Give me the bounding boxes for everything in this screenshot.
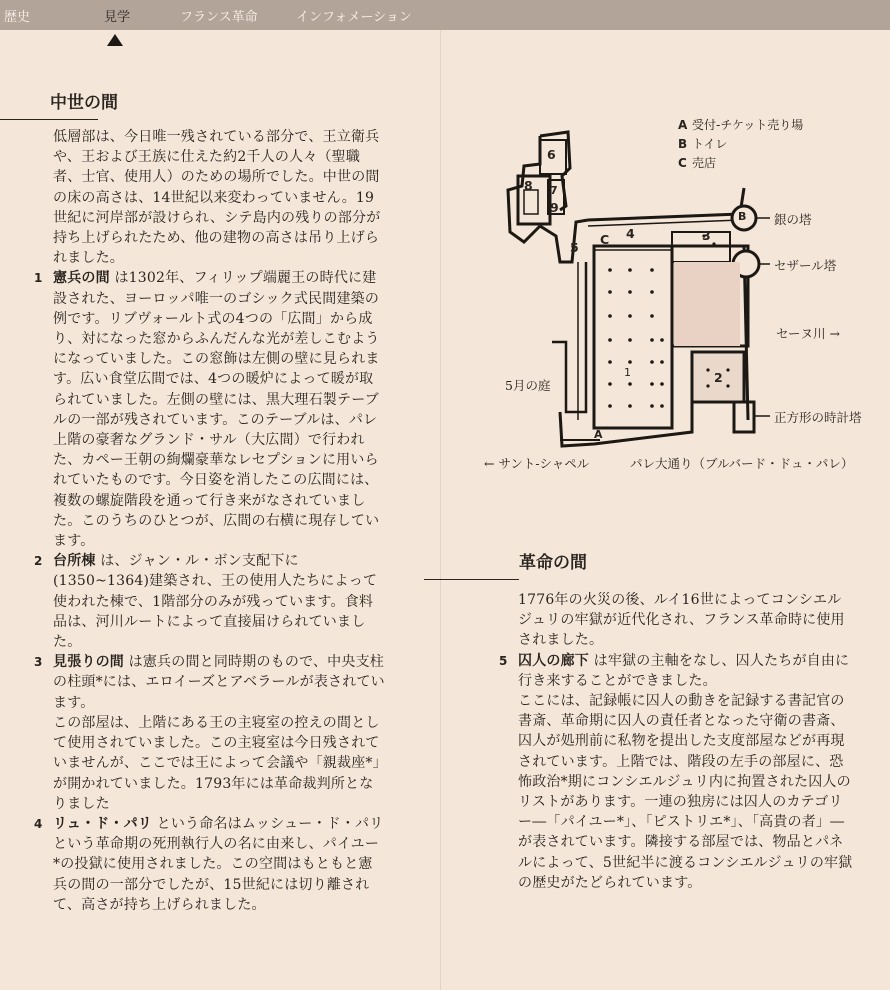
item-text-continued: ここには、記録帳に囚人の動きを記録する書記官の書斎、革命期に囚人の責任者となった守衛の書斎、囚人が処刑前に私物を提出した支度部屋などが再現されています。上階では、階段の左手の部屋に、恐怖政治*期にコンシエルジュリ内に拘置された囚人のリストがあります。一連の独房には囚人のカテゴリー―「パイユー*」、「ピストリエ*」、「高貴の者」―が表されています。隣接する部屋では、物品とパネルによって、5世紀半に渡るコンシエルジュリの牢獄の歴史がたどられています。 bbox=[518, 693, 853, 891]
item-number: 1 bbox=[34, 271, 43, 286]
room-label-1: 1 bbox=[624, 366, 631, 379]
item-text: は1302年、フィリップ端麗王の時代に建設された、ヨーロッパ唯一のゴシック式民間建築の例です。リブヴォールト式の4つの「広間」から成り、対になった窓からふんだんな光が差しこむようになっていました。この窓飾は左側の壁に見られます。広い食堂広間では、4つの暖炉によって暖が取られていました。左側の壁には、黒大理石製テーブルの一部が残されています。このテーブルは、パレ上階の豪奢なグランド・サル（大広間）で行われた、カペー王朝の絢爛豪華なレセプションに用いられていたものです。今日姿を消したこの広間には、複数の螺旋階段を通って行き来がなされていました。このうちのひとつが、広間の右横に現存しています。 bbox=[53, 270, 380, 550]
section-title-revolution-halls: 革命の間 bbox=[519, 553, 587, 573]
plan-wall bbox=[588, 220, 740, 226]
item-number: 5 bbox=[499, 653, 508, 668]
right-column-text bbox=[499, 590, 854, 893]
room-label-4: 4 bbox=[626, 226, 635, 241]
tab-french-revolution[interactable]: フランス革命 bbox=[180, 10, 258, 25]
item-text: は、ジャン・ル・ボン支配下に(1350~1364)建築され、王の使用人たちによって使われた棟で、1階部分のみが残っています。食料品は、河川ルートによって直接届けられていました。 bbox=[53, 553, 378, 651]
item-title: 憲兵の間 bbox=[53, 270, 110, 287]
intro-paragraph: 1776年の火災の後、ルイ16世によってコンシエルジュリの牢獄が近代化され、フランス革命時に使用されました。 bbox=[518, 592, 845, 649]
item-title: 見張りの間 bbox=[53, 654, 124, 671]
room-label-7: 7 bbox=[550, 184, 558, 197]
item-title: リュ・ド・パリ bbox=[53, 815, 152, 832]
item-number: 4 bbox=[34, 816, 43, 831]
room-label-A: A bbox=[594, 428, 603, 441]
item-number: 3 bbox=[34, 655, 43, 670]
room-label-C: C bbox=[600, 232, 610, 247]
item-text: という命名はムッシュー・ド・パリという革命期の死刑執行人の名に由来し、パイユー*の投獄に使用されました。この空間はもともと憲兵の間の一部分でしたが、15世紀には切り離されて、高さが持ち上げられました。 bbox=[53, 815, 384, 913]
item-title: 台所棟 bbox=[53, 553, 96, 570]
room-label-B: B bbox=[738, 210, 747, 223]
room-label-5: 5 bbox=[570, 240, 579, 255]
legend-item: C 売店 bbox=[678, 156, 717, 170]
item-title: 囚人の廊下 bbox=[518, 652, 589, 669]
plan-wall bbox=[552, 262, 586, 412]
legend-item: B トイレ bbox=[678, 137, 728, 151]
intro-paragraph: 低層部は、今日唯一残されている部分で、王立衛兵や、王および王族に仕えた約2千人の人々（聖職者、士官、使用人）のための場所でした。中世の間の床の高さは、14世紀以来変わっていません。19世紀に河岸部が設けられ、シテ島内の残りの部分が持ち上げられたため、他の建物の高さは吊り上げられました。 bbox=[53, 129, 381, 267]
room-8-inner bbox=[524, 190, 538, 214]
tab-visit[interactable]: 見学 bbox=[104, 10, 131, 25]
label-boulevard-du-palais: パレ大通り（ブルバード・ドュ・パレ） bbox=[630, 456, 854, 471]
room-label-8: 8 bbox=[524, 178, 533, 193]
label-sainte-chapelle: ← サント-シャペル bbox=[484, 456, 590, 471]
section-rule-right bbox=[424, 579, 519, 580]
kitchen-shading bbox=[674, 262, 740, 346]
tab-history[interactable]: 歴史 bbox=[4, 10, 31, 25]
room-label-6: 6 bbox=[547, 147, 556, 162]
label-seine-river: セーヌ川 → bbox=[776, 326, 840, 341]
item-text: は牢獄の主軸をなし、囚人たちが自由に行き来することができました。 bbox=[518, 652, 850, 689]
guard-hall-outline bbox=[594, 246, 672, 428]
item-text-continued: この部屋は、上階にある王の主寝室の控えの間として使用されていました。この主寝室は今日残されていませんが、ここでは王によって会議や「親裁座*」が開かれていました。1793年には革命裁判所となりました bbox=[53, 714, 380, 812]
clock-tower-outline bbox=[734, 402, 754, 432]
item-number: 2 bbox=[34, 554, 43, 569]
label-clock-tower: 正方形の時計塔 bbox=[774, 410, 862, 425]
tab-information[interactable]: インフォメーション bbox=[296, 10, 412, 25]
item-prisoners-corridor bbox=[499, 651, 854, 893]
room-label-3: 3 bbox=[702, 228, 711, 243]
label-silver-tower: 銀の塔 bbox=[774, 212, 812, 227]
label-may-courtyard: 5月の庭 bbox=[505, 378, 551, 393]
room-label-2: 2 bbox=[714, 370, 723, 385]
label-caesar-tower: セザール塔 bbox=[774, 258, 837, 273]
legend-item: A 受付-チケット売り場 bbox=[678, 118, 804, 132]
item-text: は憲兵の間と同時期のもので、中央支柱の柱頭*には、エロイーズとアベラールが表されています。 bbox=[53, 654, 385, 711]
section-title-medieval-halls: 中世の間 bbox=[50, 93, 118, 113]
plan-wall bbox=[540, 220, 588, 262]
room-label-9: 9 bbox=[550, 200, 559, 215]
plan-wall bbox=[588, 214, 740, 220]
